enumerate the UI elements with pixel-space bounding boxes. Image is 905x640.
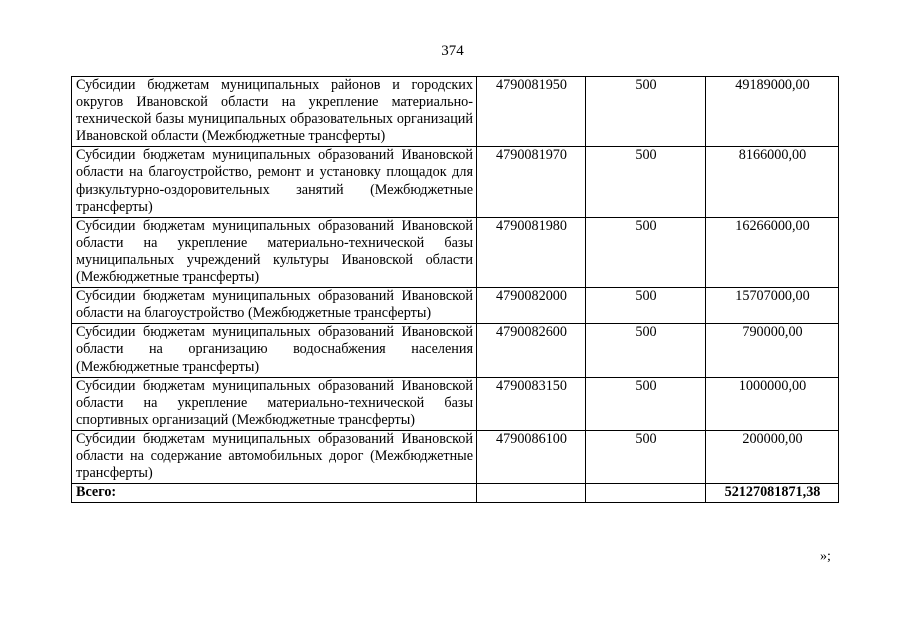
row-description: Субсидии бюджетам муниципальных районов и городских округов Ивановской области на укрепление материально-технической базы муниципальных образовательных организаций Ивановской области (Межбюджетные трансферты) [72, 77, 477, 147]
row-expense-type: 500 [586, 430, 706, 483]
row-description: Субсидии бюджетам муниципальных образований Ивановской области на благоустройство (Межбюджетные трансферты) [72, 288, 477, 324]
row-code: 4790081970 [477, 147, 586, 217]
row-description: Субсидии бюджетам муниципальных образований Ивановской области на укрепление материально-технической базы спортивных организаций (Межбюджетные трансферты) [72, 377, 477, 430]
budget-table [71, 76, 839, 503]
row-expense-type: 500 [586, 147, 706, 217]
row-description: Субсидии бюджетам муниципальных образований Ивановской области на содержание автомобильных дорог (Межбюджетные трансферты) [72, 430, 477, 483]
total-empty-cell [586, 484, 706, 503]
row-amount: 1000000,00 [706, 377, 839, 430]
row-description: Субсидии бюджетам муниципальных образований Ивановской области на организацию водоснабжения населения (Межбюджетные трансферты) [72, 324, 477, 377]
row-description: Субсидии бюджетам муниципальных образований Ивановской области на благоустройство, ремонт и установку площадок для физкультурно-оздоровительных занятий (Межбюджетные трансферты) [72, 147, 477, 217]
table-row [72, 217, 839, 287]
row-amount: 8166000,00 [706, 147, 839, 217]
row-code: 4790082600 [477, 324, 586, 377]
table-row [72, 430, 839, 483]
row-amount: 49189000,00 [706, 77, 839, 147]
row-expense-type: 500 [586, 217, 706, 287]
row-code: 4790082000 [477, 288, 586, 324]
total-row [72, 484, 839, 503]
row-amount: 15707000,00 [706, 288, 839, 324]
row-expense-type: 500 [586, 377, 706, 430]
table-row [72, 377, 839, 430]
total-label: Всего: [72, 484, 477, 503]
table-row [72, 77, 839, 147]
table-row [72, 324, 839, 377]
row-expense-type: 500 [586, 288, 706, 324]
row-expense-type: 500 [586, 324, 706, 377]
row-code: 4790083150 [477, 377, 586, 430]
row-code: 4790086100 [477, 430, 586, 483]
row-amount: 16266000,00 [706, 217, 839, 287]
row-expense-type: 500 [586, 77, 706, 147]
table-row [72, 147, 839, 217]
total-amount: 52127081871,38 [706, 484, 839, 503]
row-description: Субсидии бюджетам муниципальных образований Ивановской области на укрепление материально-технической базы муниципальных учреждений культуры Ивановской области (Межбюджетные трансферты) [72, 217, 477, 287]
row-code: 4790081980 [477, 217, 586, 287]
row-amount: 790000,00 [706, 324, 839, 377]
table-row [72, 288, 839, 324]
row-code: 4790081950 [477, 77, 586, 147]
page-number: 374 [441, 43, 464, 59]
total-empty-cell [477, 484, 586, 503]
row-amount: 200000,00 [706, 430, 839, 483]
closing-quote: »; [820, 549, 831, 564]
